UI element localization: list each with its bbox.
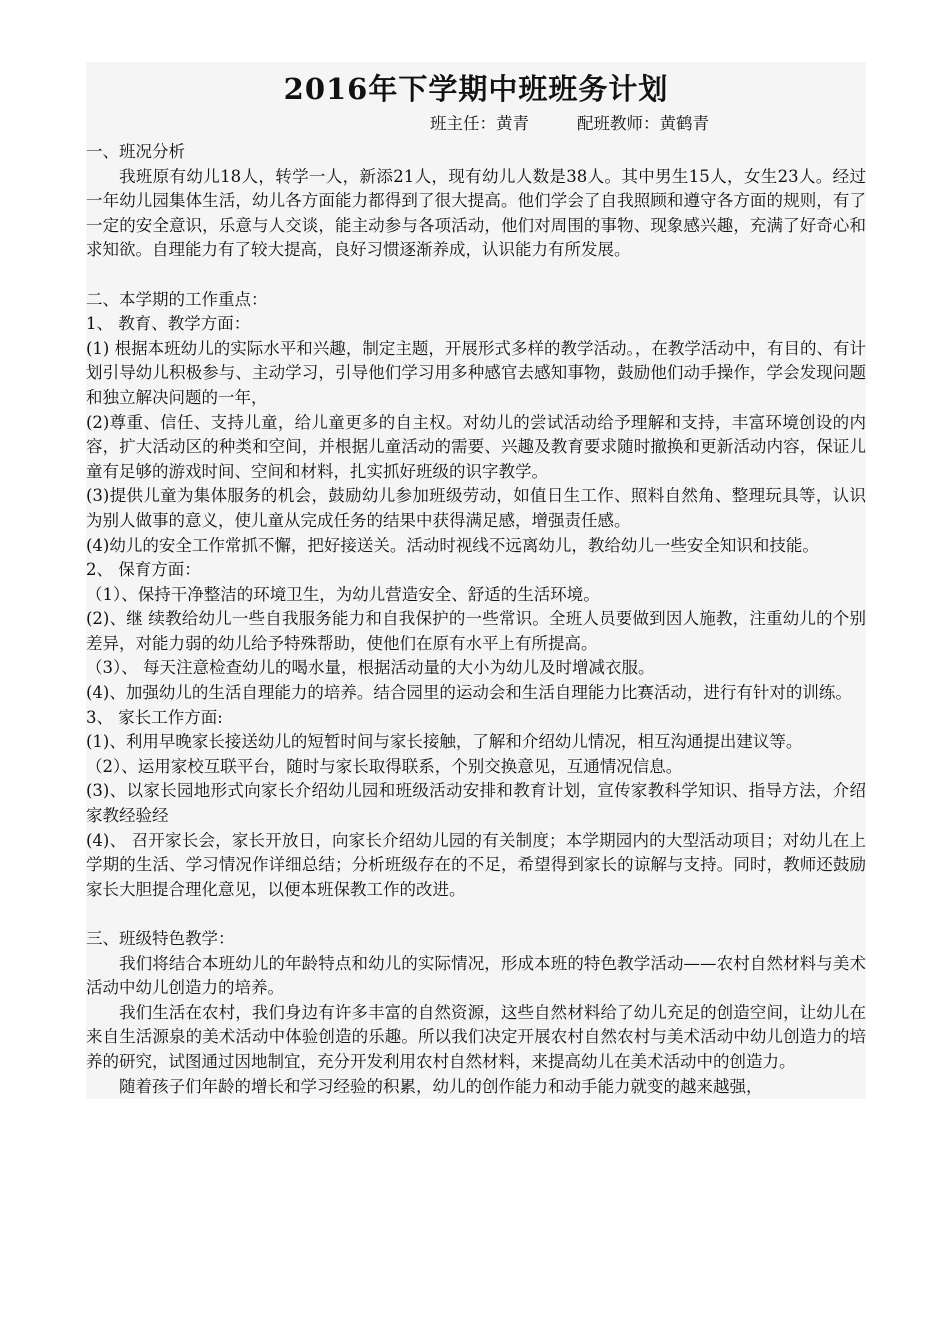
paragraph: 二、本学期的工作重点：	[86, 289, 268, 309]
paragraph: 三、班级特色教学：	[86, 929, 235, 948]
document-title: 2016年下学期中班班务计划	[283, 72, 669, 106]
paragraph: 我班原有幼儿18人，转学一人，新添21人，现有幼儿人数是38人。其中男生15人，女生23人。经过一年幼儿园集体生活，幼儿各方面能力都得到了很大提高。他们学会了自我照顾和遵守各方面的规则，有了一定的安全意识，乐意与人交谈，能主动参与各项活动，他们对周围的事物、现象感兴趣，充满了好奇心和求知欲。自理能力有了较大提高，良好习惯逐渐养成，认识能力有所发展。	[86, 166, 866, 260]
paragraph: 一、班况分析	[86, 142, 185, 161]
paragraph: 3、 家长工作方面:	[86, 707, 223, 727]
blank-line	[86, 263, 866, 288]
paragraph: （1）、保持干净整洁的环境卫生，为幼儿营造安全、舒适的生活环境。	[86, 584, 600, 604]
paragraph: 随着孩子们年龄的增长和学习经验的积累，幼儿的创作能力和动手能力就变的越来越强，	[119, 1076, 763, 1096]
paragraph: (3)提供儿童为集体服务的机会，鼓励幼儿参加班级劳动，如值日生工作、照料自然角、整理玩具等，认识为别人做事的意义，使儿童从完成任务的结果中获得满足感，增强责任感。	[86, 486, 866, 530]
paragraph: (4)、 召开家长会，家长开放日，向家长介绍幼儿园的有关制度；本学期园内的大型活动项目；对幼儿在上学期的生活、学习情况作详细总结；分析班级存在的不足，希望得到家长的谅解与支持。同时，教师还鼓励家长大胆提合理化意见，以便本班保教工作的改进。	[86, 830, 866, 899]
paragraph: (1)、利用早晚家长接送幼儿的短暂时间与家长接触，了解和介绍幼儿情况，相互沟通提出建议等。	[86, 732, 803, 752]
document-page	[86, 62, 866, 1099]
paragraph: （2）、运用家校互联平台，随时与家长取得联系，个别交换意见，互通情况信息。	[86, 756, 683, 776]
paragraph: (4)、加强幼儿的生活自理能力的培养。结合园里的运动会和生活自理能力比赛活动，进行有针对的训练。	[86, 683, 852, 703]
blank-line	[86, 902, 866, 927]
paragraph: 2、 保育方面：	[86, 560, 201, 580]
teacher-byline	[86, 112, 866, 136]
paragraph: (2)、继 续教给幼儿一些自我服务能力和自我保护的一些常识。全班人员要做到因人施教，注重幼儿的个别差异，对能力弱的幼儿给予特殊帮助，使他们在原有水平上有所提高。	[86, 609, 866, 653]
paragraph: (1) 根据本班幼儿的实际水平和兴趣，制定主题，开展形式多样的教学活动。，在教学活动中，有目的、有计划引导幼儿积极参与、主动学习，引导他们学习用多种感官去感知事物，鼓励他们动手操作，学会发现问题和独立解决问题的一年，	[86, 338, 866, 407]
head-teacher: 班主任：黄青	[430, 114, 529, 133]
paragraph: 我们将结合本班幼儿的年龄特点和幼儿的实际情况，形成本班的特色教学活动——农村自然材料与美术活动中幼儿创造力的培养。	[86, 953, 866, 998]
paragraph: 我们生活在农村，我们身边有许多丰富的自然资源，这些自然材料给了幼儿充足的创造空间，让幼儿在来自生活源泉的美术活动中体验创造的乐趣。所以我们决定开展农村自然农村与美术活动中幼儿创造力的培养的研究，试图通过因地制宜，充分开发利用农村自然材料，来提高幼儿在美术活动中的创造力。	[86, 1002, 866, 1071]
paragraph: (2)尊重、信任、支持儿童，给儿童更多的自主权。对幼儿的尝试活动给予理解和支持，丰富环境创设的内容，扩大活动区的种类和空间，并根据儿童活动的需要、兴趣及教育要求随时撤换和更新活动内容，保证儿童有足够的游戏时间、空间和材料，扎实抓好班级的识字教学。	[86, 412, 866, 481]
document-body	[86, 140, 866, 1099]
paragraph: 1、 教育、教学方面：	[86, 314, 251, 334]
paragraph: (3)、以家长园地形式向家长介绍幼儿园和班级活动安排和教育计划，宣传家教科学知识、指导方法，介绍家教经验经	[86, 781, 866, 826]
paragraph: (4)幼儿的安全工作常抓不懈，把好接送关。活动时视线不远离幼儿，教给幼儿一些安全知识和技能。	[86, 535, 819, 555]
paragraph: （3）、 每天注意检查幼儿的喝水量，根据活动量的大小为幼儿及时增减衣服。	[86, 658, 655, 678]
co-teacher: 配班教师：黄鹤青	[577, 114, 709, 133]
